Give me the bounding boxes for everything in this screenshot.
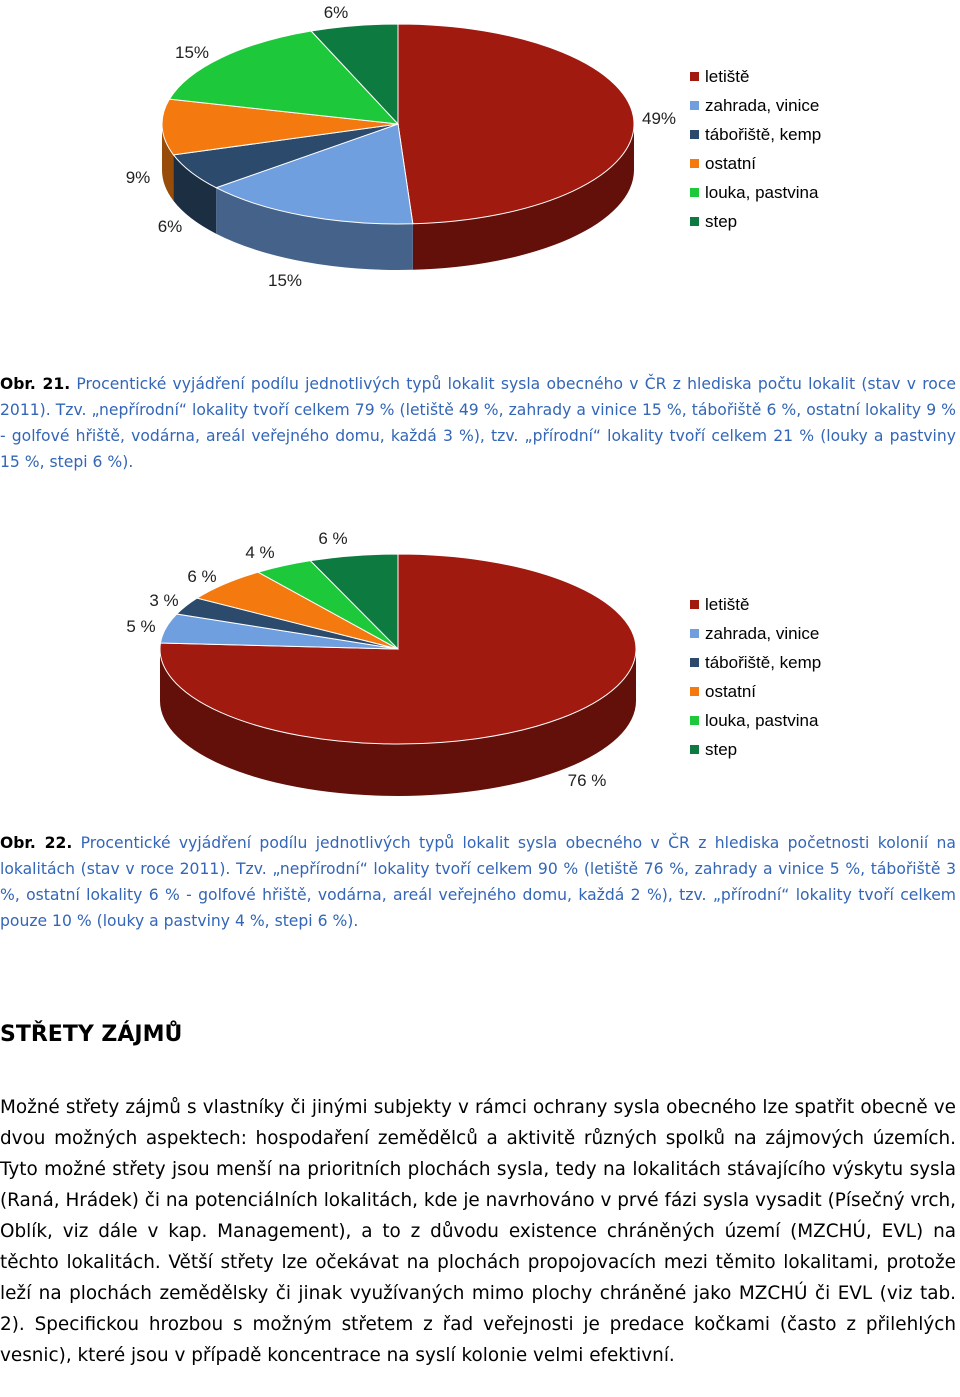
legend-label: letiště (705, 595, 750, 614)
legend-swatch (690, 687, 699, 696)
caption-quote: „přírodní“ (712, 886, 790, 904)
pie-data-label-4: 4 % (245, 543, 275, 562)
caption-quote: „přírodní“ (524, 427, 602, 445)
legend-item (690, 648, 821, 677)
caption-text: Procentické vyjádření podílu jednotlivých typů lokalit sysla obecného v ČR z hlediska počtu lokalit (stav v roce 2011). Tzv. (0, 375, 956, 419)
pie-data-label-5: 6% (323, 3, 349, 22)
pie-data-label-4: 15% (174, 43, 210, 62)
section-body-paragraph: Možné střety zájmů s vlastníky či jinými subjekty v rámci ochrany sysla obecného lze spatřit obecně ve dvou možných aspektech: hospodaření zemědělců a aktivitě různých spolků na zájmových územích. Tyto možné střety jsou menší na prioritních plochách sysla, tedy na lokalitách stávajícího výskytu sysla (Raná, Hrádek) či na potenciálních lokalitách, kde je navrhováno v prvé fázi sysla vysadit (Písečný vrch, Oblík, viz dále v kap. Management), a to z důvodu existence chráněných území (MZCHÚ, EVL) na těchto lokalitách. Větší střety lze očekávat na plochách propojovacích mezi těmito lokalitami, protože leží na plochách zemědělsky či jinak využívaných mimo plochy chráněné jako MZCHÚ či EVL (viz tab. 2). Specifickou hrozbou s možným střetem z řad veřejnosti je predace kočkami (často z přilehlých vesnic), které jsou v případě koncentrace na syslí kolonie velmi efektivní. (0, 1097, 956, 1366)
legend-swatch (690, 217, 699, 226)
legend-chart-1 (690, 62, 821, 236)
legend-item (690, 677, 821, 706)
legend-item (690, 706, 821, 735)
legend-label: ostatní (705, 154, 757, 173)
legend-item (690, 207, 821, 236)
legend-item (690, 735, 821, 764)
legend-swatch (690, 745, 699, 754)
legend-swatch (690, 716, 699, 725)
legend-label: tábořiště, kemp (705, 125, 822, 144)
legend-label: tábořiště, kemp (705, 653, 822, 672)
legend-item (690, 62, 821, 91)
pie-data-label-3: 9% (125, 168, 151, 187)
caption-quote: „nepřírodní“ (272, 860, 368, 878)
caption-text: lokality tvoří celkem pouze 10 % (louky a pastviny 4 %, stepi 6 %). (0, 886, 956, 930)
legend-item (690, 178, 821, 207)
legend-item (690, 149, 821, 178)
legend-item (690, 91, 821, 120)
caption-text: lokality tvoří celkem 21 % (louky a pastviny 15 %, stepi 6 %). (0, 427, 956, 471)
legend-swatch (690, 159, 699, 168)
caption-text: Procentické vyjádření podílu jednotlivých typů lokalit sysla obecného v ČR z hlediska početnosti kolonií na lokalitách (stav v roce 2011). Tzv. (0, 834, 956, 878)
caption-obr-21 (0, 371, 956, 475)
legend-item (690, 619, 821, 648)
legend-swatch (690, 101, 699, 110)
legend-label: step (705, 212, 738, 231)
caption-text: lokality tvoří celkem 79 % (letiště 49 %, zahrady a vinice 15 %, tábořiště 6 %, ostatní lokality 9 % - golfové hřiště, vodárna, areál veřejného domu, každá 3 %), tzv. (0, 401, 957, 445)
legend-label: step (705, 740, 738, 759)
legend-swatch (690, 130, 699, 139)
legend-swatch (690, 72, 699, 81)
pie-chart-lokality-pocet (0, 0, 700, 300)
legend-swatch (690, 629, 699, 638)
legend-label: louka, pastvina (705, 711, 819, 730)
pie-chart-lokality-kolonie (0, 520, 700, 820)
legend-chart-2 (690, 590, 821, 764)
pie-data-label-1: 5 % (126, 617, 156, 636)
legend-label: zahrada, vinice (705, 624, 820, 643)
caption-text: lokality tvoří celkem 90 % (letiště 76 %, zahrady a vinice 5 %, tábořiště 3 %, ostatní lokality 6 % - golfové hřiště, vodárna, areál veřejného domu, každá 2 %), tzv. (0, 860, 956, 904)
legend-label: louka, pastvina (705, 183, 819, 202)
pie-data-label-5: 6 % (318, 529, 348, 548)
section-heading: STŘETY ZÁJMŮ (0, 1022, 183, 1047)
caption-figure-number: Obr. 22. (0, 834, 73, 852)
pie-data-label-1: 15% (267, 271, 303, 290)
legend-swatch (690, 658, 699, 667)
legend-label: ostatní (705, 682, 757, 701)
legend-item (690, 120, 821, 149)
legend-swatch (690, 188, 699, 197)
legend-label: letiště (705, 67, 750, 86)
pie-data-label-0: 49% (641, 109, 677, 128)
pie-data-label-0: 76 % (567, 771, 607, 790)
caption-obr-22 (0, 830, 956, 934)
legend-item (690, 590, 821, 619)
pie-data-label-2: 3 % (149, 591, 179, 610)
caption-quote: „nepřírodní“ (91, 401, 187, 419)
legend-label: zahrada, vinice (705, 96, 820, 115)
legend-swatch (690, 600, 699, 609)
pie-data-label-2: 6% (157, 217, 183, 236)
caption-figure-number: Obr. 21. (0, 375, 71, 393)
pie-data-label-3: 6 % (187, 567, 217, 586)
